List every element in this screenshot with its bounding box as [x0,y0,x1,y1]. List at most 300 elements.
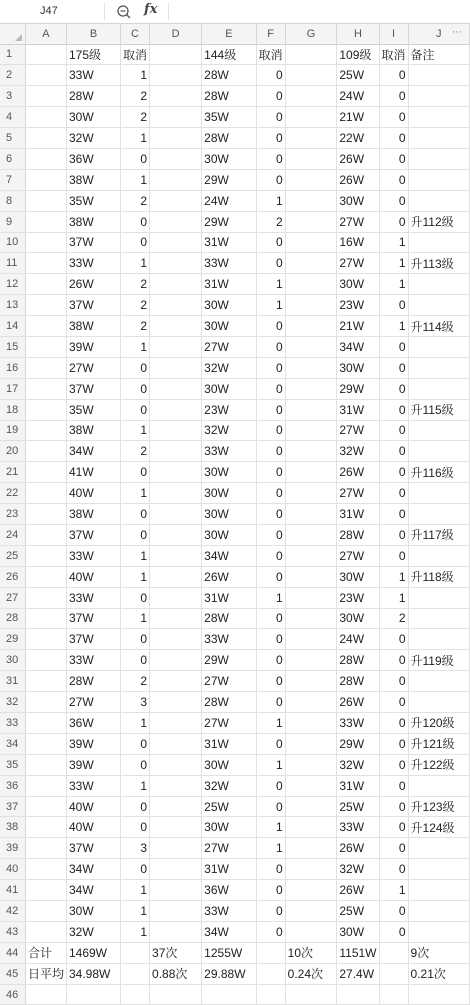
cell-h[interactable]: 27W [337,253,379,274]
cell-d[interactable] [150,420,202,441]
row-header[interactable]: 24 [0,524,25,545]
cell-d[interactable] [150,107,202,128]
cell-i[interactable]: 0 [379,650,408,671]
cell-h[interactable]: 109级 [337,44,379,65]
cell-c[interactable]: 1 [121,608,150,629]
cell-i[interactable]: 0 [379,190,408,211]
row-header[interactable]: 26 [0,566,25,587]
cell-d[interactable] [150,336,202,357]
cell-h[interactable]: 26W [337,148,379,169]
cell-h[interactable]: 25W [337,796,379,817]
cell-d[interactable]: 0.88次 [150,963,202,984]
row-header[interactable]: 5 [0,128,25,149]
cell-g[interactable] [285,796,337,817]
cell-g[interactable] [285,253,337,274]
cell-h[interactable]: 23W [337,587,379,608]
cell-d[interactable] [150,733,202,754]
cell-e[interactable]: 30W [202,148,256,169]
cell-i[interactable]: 0 [379,838,408,859]
cell-e[interactable]: 31W [202,587,256,608]
cell-c[interactable]: 1 [121,545,150,566]
cell-i[interactable]: 0 [379,504,408,525]
cell-i[interactable]: 0 [379,211,408,232]
cell-j[interactable] [408,629,469,650]
cell-b[interactable]: 34W [66,441,120,462]
cell-g[interactable] [285,378,337,399]
cell-j[interactable] [408,357,469,378]
cell-e[interactable]: 27W [202,671,256,692]
cell-b[interactable]: 33W [66,775,120,796]
cell-i[interactable]: 1 [379,587,408,608]
cell-f[interactable]: 2 [256,211,285,232]
cell-j[interactable] [408,274,469,295]
cell-e[interactable]: 30W [202,316,256,337]
cell-i[interactable]: 0 [379,754,408,775]
cell-a[interactable] [25,650,66,671]
cell-j[interactable] [408,587,469,608]
cell-d[interactable] [150,274,202,295]
row-header[interactable]: 21 [0,462,25,483]
cell-e[interactable]: 23W [202,399,256,420]
cell-d[interactable] [150,566,202,587]
cell-i[interactable]: 0 [379,859,408,880]
cell-i[interactable]: 0 [379,629,408,650]
cell-c[interactable]: 1 [121,880,150,901]
cell-e[interactable]: 27W [202,336,256,357]
cell-f[interactable]: 0 [256,692,285,713]
cell-a[interactable] [25,984,66,1005]
row-header[interactable]: 33 [0,713,25,734]
cell-g[interactable] [285,859,337,880]
cell-e[interactable]: 29W [202,211,256,232]
cell-a[interactable] [25,295,66,316]
cell-e[interactable]: 36W [202,880,256,901]
cell-f[interactable]: 1 [256,817,285,838]
cell-f[interactable]: 0 [256,378,285,399]
cell-a[interactable] [25,775,66,796]
cell-a[interactable] [25,754,66,775]
cell-g[interactable] [285,754,337,775]
cell-e[interactable]: 30W [202,817,256,838]
cell-g[interactable] [285,316,337,337]
row-header[interactable]: 43 [0,921,25,942]
cell-i[interactable]: 0 [379,796,408,817]
cell-b[interactable]: 27W [66,692,120,713]
row-header[interactable]: 34 [0,733,25,754]
cell-h[interactable]: 28W [337,650,379,671]
cell-b[interactable]: 40W [66,566,120,587]
cell-d[interactable] [150,504,202,525]
row-header[interactable]: 42 [0,901,25,922]
cell-c[interactable]: 0 [121,629,150,650]
cell-i[interactable]: 1 [379,566,408,587]
cell-f[interactable]: 0 [256,483,285,504]
cell-c[interactable] [121,984,150,1005]
row-header[interactable]: 9 [0,211,25,232]
cell-h[interactable]: 21W [337,107,379,128]
cell-b[interactable]: 36W [66,148,120,169]
cell-c[interactable]: 2 [121,671,150,692]
cell-j[interactable] [408,65,469,86]
cell-j[interactable]: 升119级 [408,650,469,671]
cell-b[interactable]: 39W [66,733,120,754]
cell-c[interactable]: 0 [121,378,150,399]
cell-i[interactable]: 取消 [379,44,408,65]
cell-i[interactable]: 0 [379,545,408,566]
cell-h[interactable]: 26W [337,462,379,483]
cell-b[interactable]: 38W [66,504,120,525]
cell-b[interactable]: 33W [66,253,120,274]
cell-e[interactable]: 1255W [202,942,256,963]
cell-d[interactable] [150,44,202,65]
column-header-b[interactable]: B [66,24,120,44]
cell-e[interactable]: 24W [202,190,256,211]
cell-j[interactable] [408,378,469,399]
cell-c[interactable]: 0 [121,796,150,817]
cell-c[interactable]: 2 [121,295,150,316]
cell-f[interactable]: 0 [256,399,285,420]
cell-h[interactable]: 28W [337,671,379,692]
cell-i[interactable]: 0 [379,441,408,462]
cell-a[interactable] [25,211,66,232]
cell-g[interactable] [285,650,337,671]
cell-g[interactable] [285,713,337,734]
row-header[interactable]: 30 [0,650,25,671]
cell-h[interactable]: 30W [337,608,379,629]
cell-d[interactable] [150,775,202,796]
cell-a[interactable] [25,357,66,378]
cell-d[interactable] [150,901,202,922]
cell-d[interactable] [150,817,202,838]
cell-d[interactable] [150,253,202,274]
cell-b[interactable]: 39W [66,336,120,357]
cell-f[interactable]: 1 [256,713,285,734]
cell-i[interactable]: 0 [379,378,408,399]
cell-f[interactable]: 0 [256,880,285,901]
cell-c[interactable]: 2 [121,86,150,107]
fx-icon[interactable]: fx [144,2,158,17]
cell-h[interactable]: 27.4W [337,963,379,984]
cell-c[interactable]: 1 [121,713,150,734]
cell-a[interactable] [25,838,66,859]
cell-d[interactable] [150,65,202,86]
cell-e[interactable]: 29W [202,650,256,671]
cell-e[interactable]: 30W [202,754,256,775]
cell-i[interactable]: 0 [379,86,408,107]
cell-j[interactable] [408,169,469,190]
cell-g[interactable] [285,504,337,525]
cell-g[interactable] [285,608,337,629]
cell-j[interactable] [408,984,469,1005]
row-header[interactable]: 4 [0,107,25,128]
cell-g[interactable]: 10次 [285,942,337,963]
cell-f[interactable]: 0 [256,545,285,566]
cell-h[interactable]: 33W [337,817,379,838]
cell-f[interactable]: 取消 [256,44,285,65]
cell-d[interactable] [150,86,202,107]
cell-e[interactable] [202,984,256,1005]
formula-input[interactable] [172,2,466,21]
cell-e[interactable]: 32W [202,775,256,796]
cell-b[interactable]: 35W [66,190,120,211]
cell-a[interactable] [25,859,66,880]
row-header[interactable]: 46 [0,984,25,1005]
row-header[interactable]: 44 [0,942,25,963]
cell-c[interactable]: 0 [121,148,150,169]
cell-j[interactable] [408,190,469,211]
cell-e[interactable]: 28W [202,692,256,713]
cell-b[interactable]: 33W [66,65,120,86]
row-header[interactable]: 11 [0,253,25,274]
cell-a[interactable] [25,190,66,211]
row-header[interactable]: 15 [0,336,25,357]
cell-f[interactable]: 1 [256,190,285,211]
cell-c[interactable]: 2 [121,190,150,211]
cell-c[interactable]: 1 [121,420,150,441]
cell-j[interactable]: 升124级 [408,817,469,838]
cell-d[interactable] [150,859,202,880]
cell-d[interactable] [150,545,202,566]
cell-g[interactable] [285,880,337,901]
cell-g[interactable] [285,295,337,316]
cell-h[interactable]: 31W [337,504,379,525]
cell-h[interactable]: 30W [337,921,379,942]
cell-h[interactable]: 26W [337,692,379,713]
cell-h[interactable]: 33W [337,713,379,734]
cell-d[interactable] [150,441,202,462]
cell-d[interactable] [150,796,202,817]
row-header[interactable]: 41 [0,880,25,901]
cell-g[interactable] [285,420,337,441]
cell-c[interactable]: 1 [121,128,150,149]
cell-c[interactable]: 0 [121,817,150,838]
cell-i[interactable]: 0 [379,357,408,378]
cell-g[interactable] [285,587,337,608]
cell-a[interactable] [25,86,66,107]
cell-g[interactable] [285,65,337,86]
cell-e[interactable]: 29.88W [202,963,256,984]
cell-b[interactable]: 32W [66,128,120,149]
cell-f[interactable]: 0 [256,671,285,692]
cell-c[interactable]: 0 [121,859,150,880]
cell-g[interactable] [285,441,337,462]
row-header[interactable]: 27 [0,587,25,608]
cell-c[interactable]: 0 [121,399,150,420]
cell-e[interactable]: 32W [202,357,256,378]
column-header-j[interactable] [408,24,469,44]
cell-b[interactable]: 32W [66,921,120,942]
cell-b[interactable]: 37W [66,838,120,859]
cell-c[interactable]: 0 [121,650,150,671]
cell-h[interactable]: 1151W [337,942,379,963]
cell-d[interactable] [150,211,202,232]
cell-a[interactable] [25,420,66,441]
cell-i[interactable]: 0 [379,483,408,504]
cell-e[interactable]: 34W [202,545,256,566]
cell-a[interactable] [25,169,66,190]
cell-a[interactable] [25,608,66,629]
row-header[interactable]: 19 [0,420,25,441]
cell-d[interactable] [150,462,202,483]
cell-g[interactable] [285,211,337,232]
cell-j[interactable]: 备注 [408,44,469,65]
cell-b[interactable]: 38W [66,169,120,190]
cell-h[interactable]: 27W [337,545,379,566]
cell-d[interactable] [150,169,202,190]
cell-c[interactable]: 0 [121,462,150,483]
cell-d[interactable] [150,838,202,859]
cell-a[interactable] [25,44,66,65]
cell-j[interactable] [408,86,469,107]
cell-j[interactable] [408,775,469,796]
cell-c[interactable] [121,942,150,963]
cell-i[interactable]: 0 [379,336,408,357]
row-header[interactable]: 3 [0,86,25,107]
row-header[interactable]: 38 [0,817,25,838]
cell-h[interactable]: 31W [337,399,379,420]
cell-i[interactable]: 0 [379,420,408,441]
cell-b[interactable] [66,984,120,1005]
cell-d[interactable]: 37次 [150,942,202,963]
cell-f[interactable]: 0 [256,441,285,462]
cell-a[interactable] [25,524,66,545]
cell-f[interactable] [256,984,285,1005]
cell-i[interactable]: 0 [379,692,408,713]
cell-a[interactable] [25,253,66,274]
cell-b[interactable]: 28W [66,86,120,107]
cell-e[interactable]: 31W [202,733,256,754]
cell-d[interactable] [150,587,202,608]
cell-g[interactable] [285,190,337,211]
cell-f[interactable] [256,963,285,984]
cell-f[interactable]: 0 [256,316,285,337]
cell-f[interactable]: 0 [256,566,285,587]
cell-c[interactable]: 1 [121,921,150,942]
cell-j[interactable]: 升114级 [408,316,469,337]
cell-c[interactable]: 1 [121,483,150,504]
cell-a[interactable] [25,148,66,169]
cell-j[interactable] [408,107,469,128]
cell-c[interactable]: 2 [121,274,150,295]
cell-i[interactable]: 0 [379,169,408,190]
cell-i[interactable]: 1 [379,880,408,901]
cell-h[interactable]: 23W [337,295,379,316]
cell-f[interactable]: 0 [256,859,285,880]
cell-e[interactable]: 30W [202,524,256,545]
cell-c[interactable] [121,963,150,984]
cell-e[interactable]: 28W [202,65,256,86]
row-header[interactable]: 18 [0,399,25,420]
cell-c[interactable]: 2 [121,441,150,462]
cell-a[interactable] [25,128,66,149]
cell-e[interactable]: 34W [202,921,256,942]
cell-g[interactable] [285,357,337,378]
cell-h[interactable]: 26W [337,169,379,190]
cell-e[interactable]: 29W [202,169,256,190]
cell-e[interactable]: 35W [202,107,256,128]
cell-a[interactable] [25,733,66,754]
cell-e[interactable]: 28W [202,86,256,107]
cell-i[interactable]: 0 [379,295,408,316]
row-header[interactable]: 45 [0,963,25,984]
cell-f[interactable]: 0 [256,148,285,169]
row-header[interactable]: 35 [0,754,25,775]
cell-a[interactable]: 合计 [25,942,66,963]
row-header[interactable]: 20 [0,441,25,462]
cell-b[interactable]: 27W [66,357,120,378]
cell-j[interactable]: 0.21次 [408,963,469,984]
cell-j[interactable]: 升117级 [408,524,469,545]
cell-g[interactable] [285,817,337,838]
cell-b[interactable]: 37W [66,232,120,253]
row-header[interactable]: 17 [0,378,25,399]
cell-b[interactable]: 36W [66,713,120,734]
cell-i[interactable]: 0 [379,148,408,169]
cell-h[interactable]: 25W [337,901,379,922]
cell-f[interactable]: 0 [256,775,285,796]
column-header-g[interactable]: G [285,24,337,44]
cell-e[interactable]: 28W [202,608,256,629]
cell-a[interactable] [25,629,66,650]
cell-j[interactable]: 升112级 [408,211,469,232]
cell-c[interactable]: 2 [121,107,150,128]
cell-g[interactable] [285,524,337,545]
row-header[interactable]: 25 [0,545,25,566]
cell-h[interactable]: 30W [337,190,379,211]
cell-j[interactable] [408,441,469,462]
cell-i[interactable]: 0 [379,671,408,692]
cell-i[interactable]: 0 [379,921,408,942]
cell-d[interactable] [150,483,202,504]
row-header[interactable]: 8 [0,190,25,211]
cell-j[interactable] [408,859,469,880]
cell-d[interactable] [150,399,202,420]
cell-e[interactable]: 33W [202,629,256,650]
cell-i[interactable]: 0 [379,107,408,128]
cell-g[interactable] [285,44,337,65]
cell-b[interactable]: 37W [66,295,120,316]
cell-j[interactable]: 升121级 [408,733,469,754]
cell-j[interactable]: 升118级 [408,566,469,587]
cell-e[interactable]: 30W [202,295,256,316]
cell-d[interactable] [150,190,202,211]
cell-d[interactable] [150,357,202,378]
cell-b[interactable]: 37W [66,378,120,399]
cell-b[interactable]: 30W [66,901,120,922]
cell-i[interactable]: 0 [379,462,408,483]
cell-h[interactable]: 16W [337,232,379,253]
cell-g[interactable] [285,984,337,1005]
cell-h[interactable]: 24W [337,86,379,107]
cell-j[interactable] [408,671,469,692]
cell-g[interactable] [285,86,337,107]
cell-f[interactable]: 0 [256,629,285,650]
cell-j[interactable] [408,128,469,149]
cell-a[interactable] [25,504,66,525]
cell-f[interactable]: 0 [256,733,285,754]
cell-j[interactable] [408,901,469,922]
column-header-a[interactable]: A [25,24,66,44]
cell-c[interactable]: 0 [121,232,150,253]
cell-j[interactable] [408,336,469,357]
cell-e[interactable]: 26W [202,566,256,587]
cell-f[interactable]: 0 [256,65,285,86]
cell-h[interactable]: 24W [337,629,379,650]
cell-b[interactable]: 34W [66,880,120,901]
cell-c[interactable]: 1 [121,65,150,86]
row-header[interactable]: 32 [0,692,25,713]
cell-a[interactable] [25,566,66,587]
